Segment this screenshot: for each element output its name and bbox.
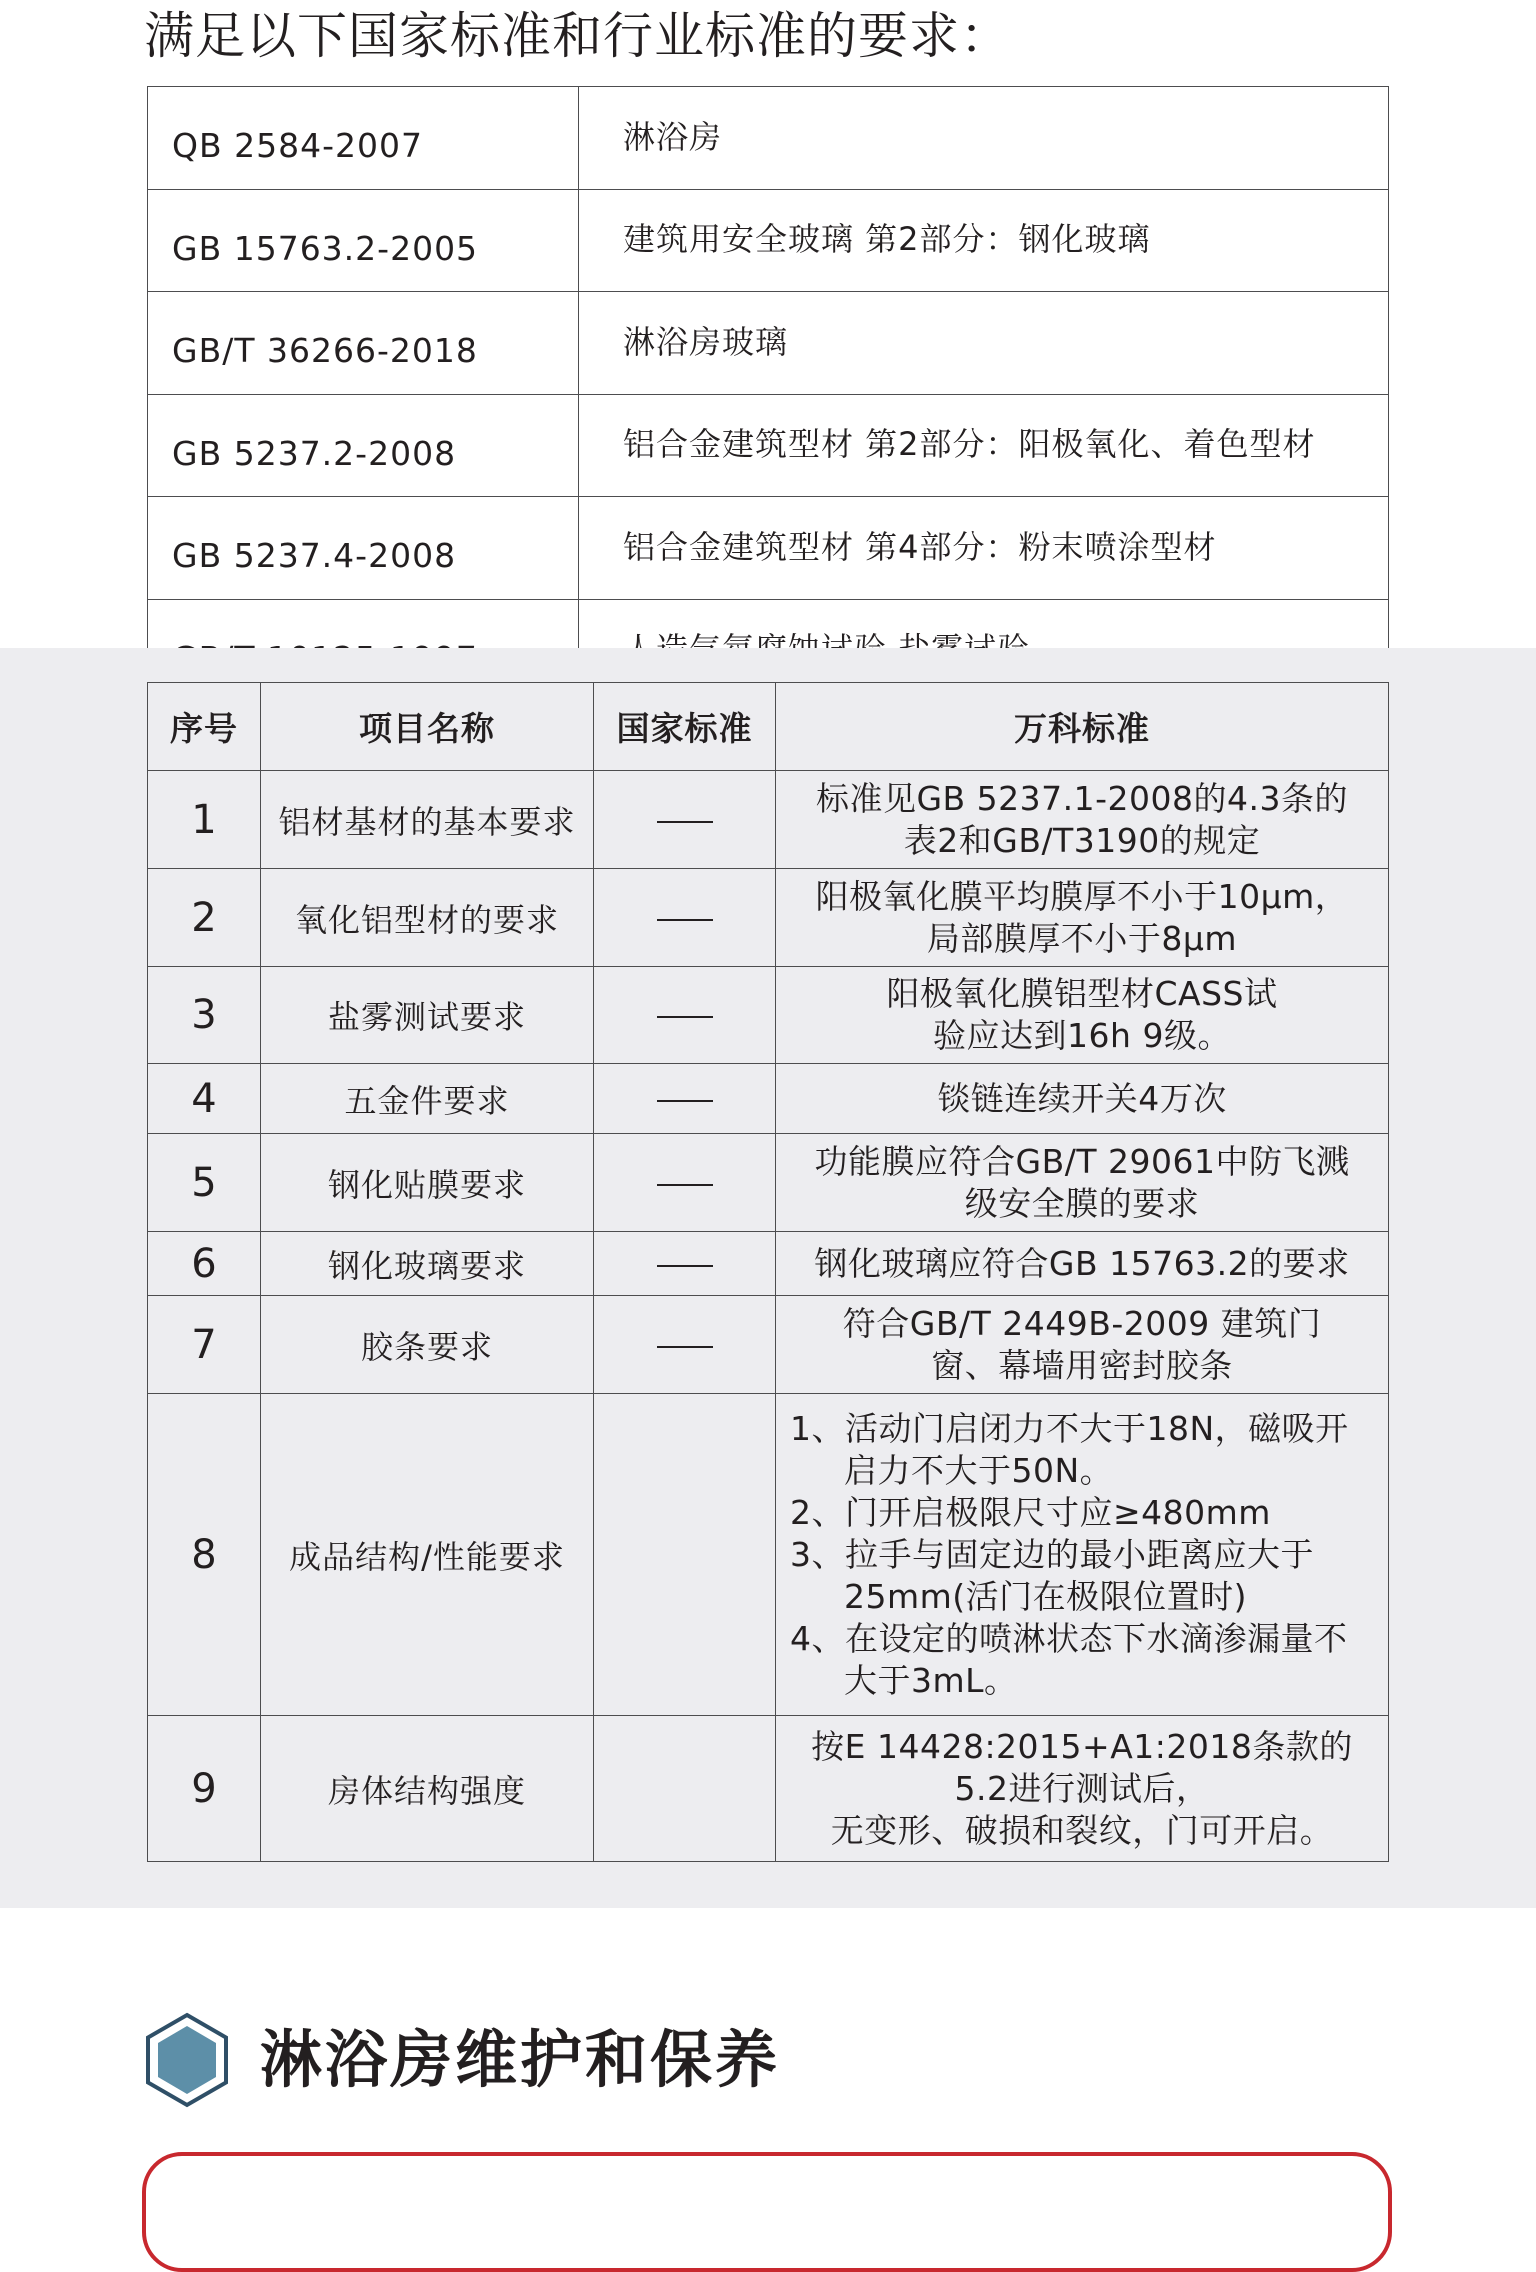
hexagon-icon (144, 2012, 230, 2108)
row-vanke (776, 967, 1389, 1064)
dash-mark (657, 1346, 713, 1348)
header-national: 国家标准 (594, 683, 776, 771)
row-vanke (776, 1232, 1389, 1296)
row-national (594, 967, 776, 1064)
vanke-line: 功能膜应符合GB/T 29061中防飞溅 (814, 1141, 1350, 1181)
row-national (594, 771, 776, 869)
row-vanke (776, 771, 1389, 869)
row-seq: 3 (148, 967, 261, 1064)
row-item: 铝材基材的基本要求 (261, 771, 594, 869)
standard-name: 淋浴房 (579, 87, 1389, 190)
vanke-line: 锬链连续开关4万次 (937, 1078, 1227, 1118)
row-seq: 8 (148, 1394, 261, 1716)
row-vanke (776, 1296, 1389, 1394)
row-national (594, 1394, 776, 1716)
row-seq: 1 (148, 771, 261, 869)
maintenance-frame (142, 2152, 1392, 2272)
vanke-line: 标准见GB 5237.1-2008的4.3条的 (815, 778, 1349, 818)
row-national (594, 1716, 776, 1862)
vanke-line: 表2和GB/T3190的规定 (903, 820, 1261, 860)
vanke-line: 启力不大于50N。 (844, 1450, 1114, 1490)
table-header-row (148, 683, 1389, 771)
dash-mark (657, 821, 713, 823)
table-row (148, 1064, 1389, 1134)
vanke-line: 验应达到16h 9级。 (933, 1016, 1231, 1055)
header-seq: 序号 (148, 683, 261, 771)
table-row (148, 1716, 1389, 1862)
dash-mark (657, 1100, 713, 1102)
vanke-line: 4、在设定的喷淋状态下水滴渗漏量不 (790, 1618, 1348, 1658)
standard-code: GB 5237.2-2008 (148, 394, 579, 497)
vanke-line: 阳极氧化膜平均膜厚不小于10μm， (815, 876, 1349, 916)
vanke-line: 大于3mL。 (844, 1660, 1018, 1700)
vanke-line: 25mm(活门在极限位置时) (844, 1576, 1248, 1616)
row-national (594, 1064, 776, 1134)
table-row (148, 87, 1389, 190)
row-seq: 6 (148, 1232, 261, 1296)
row-national (594, 1134, 776, 1232)
row-item: 钢化贴膜要求 (261, 1134, 594, 1232)
dash-mark (657, 919, 713, 921)
table-row (148, 869, 1389, 967)
table-row (148, 292, 1389, 395)
vanke-line: 窗、幕墙用密封胶条 (931, 1345, 1233, 1385)
table-row (148, 1232, 1389, 1296)
row-item: 房体结构强度 (261, 1716, 594, 1862)
dash-mark (657, 1184, 713, 1186)
table-row (148, 771, 1389, 869)
standard-name: 铝合金建筑型材 第4部分：粉末喷涂型材 (579, 497, 1389, 600)
vanke-line: 符合GB/T 2449B-2009 建筑门 (842, 1303, 1322, 1343)
row-item: 氧化铝型材的要求 (261, 869, 594, 967)
row-item: 盐雾测试要求 (261, 967, 594, 1064)
row-item: 成品结构/性能要求 (261, 1394, 594, 1716)
vanke-line: 钢化玻璃应符合GB 15763.2的要求 (814, 1243, 1350, 1283)
header-item: 项目名称 (261, 683, 594, 771)
dash-mark (657, 1265, 713, 1267)
vanke-line: 无变形、破损和裂纹，门可开启。 (830, 1810, 1334, 1850)
vanke-line: 局部膜厚不小于8μm (926, 918, 1238, 958)
dash-mark (657, 1016, 713, 1018)
standard-code: GB/T 36266-2018 (148, 292, 579, 395)
row-national (594, 1232, 776, 1296)
standard-code: QB 2584-2007 (148, 87, 579, 190)
standards-table (147, 86, 1389, 702)
row-national (594, 869, 776, 967)
table-row (148, 497, 1389, 600)
vanke-line: 1、活动门启闭力不大于18N，磁吸开 (790, 1408, 1349, 1448)
row-vanke (776, 1394, 1389, 1716)
vanke-line: 按E 14428:2015+A1:2018条款的 (811, 1726, 1353, 1766)
row-national (594, 1296, 776, 1394)
table-row (148, 967, 1389, 1064)
table-row (148, 1394, 1389, 1716)
standard-code: GB 5237.4-2008 (148, 497, 579, 600)
table-row (148, 394, 1389, 497)
vanke-line: 3、拉手与固定边的最小距离应大于 (790, 1534, 1314, 1574)
row-seq: 4 (148, 1064, 261, 1134)
vanke-line: 2、门开启极限尺寸应≥480mm (790, 1492, 1271, 1532)
vanke-line: 级安全膜的要求 (964, 1183, 1200, 1223)
vanke-line: 5.2进行测试后， (954, 1768, 1210, 1808)
row-item: 钢化玻璃要求 (261, 1232, 594, 1296)
row-vanke (776, 1064, 1389, 1134)
maintenance-header (144, 2012, 1044, 2108)
standard-name: 淋浴房玻璃 (579, 292, 1389, 395)
standard-name: 铝合金建筑型材 第2部分：阳极氧化、着色型材 (579, 394, 1389, 497)
row-item: 胶条要求 (261, 1296, 594, 1394)
table-row (148, 1134, 1389, 1232)
row-vanke (776, 869, 1389, 967)
row-seq: 5 (148, 1134, 261, 1232)
table-row (148, 1296, 1389, 1394)
requirements-table (147, 682, 1389, 1862)
intro-title: 满足以下国家标准和行业标准的要求： (144, 7, 1011, 65)
maintenance-title: 淋浴房维护和保养 (260, 2023, 781, 2096)
standard-code: GB 15763.2-2005 (148, 189, 579, 292)
row-vanke (776, 1134, 1389, 1232)
row-item: 五金件要求 (261, 1064, 594, 1134)
row-seq: 2 (148, 869, 261, 967)
row-seq: 7 (148, 1296, 261, 1394)
vanke-line: 阳极氧化膜铝型材CASS试 (886, 974, 1278, 1013)
row-vanke (776, 1716, 1389, 1862)
header-vanke: 万科标准 (776, 683, 1389, 771)
row-seq: 9 (148, 1716, 261, 1862)
standard-name: 建筑用安全玻璃 第2部分：钢化玻璃 (579, 189, 1389, 292)
table-row (148, 189, 1389, 292)
